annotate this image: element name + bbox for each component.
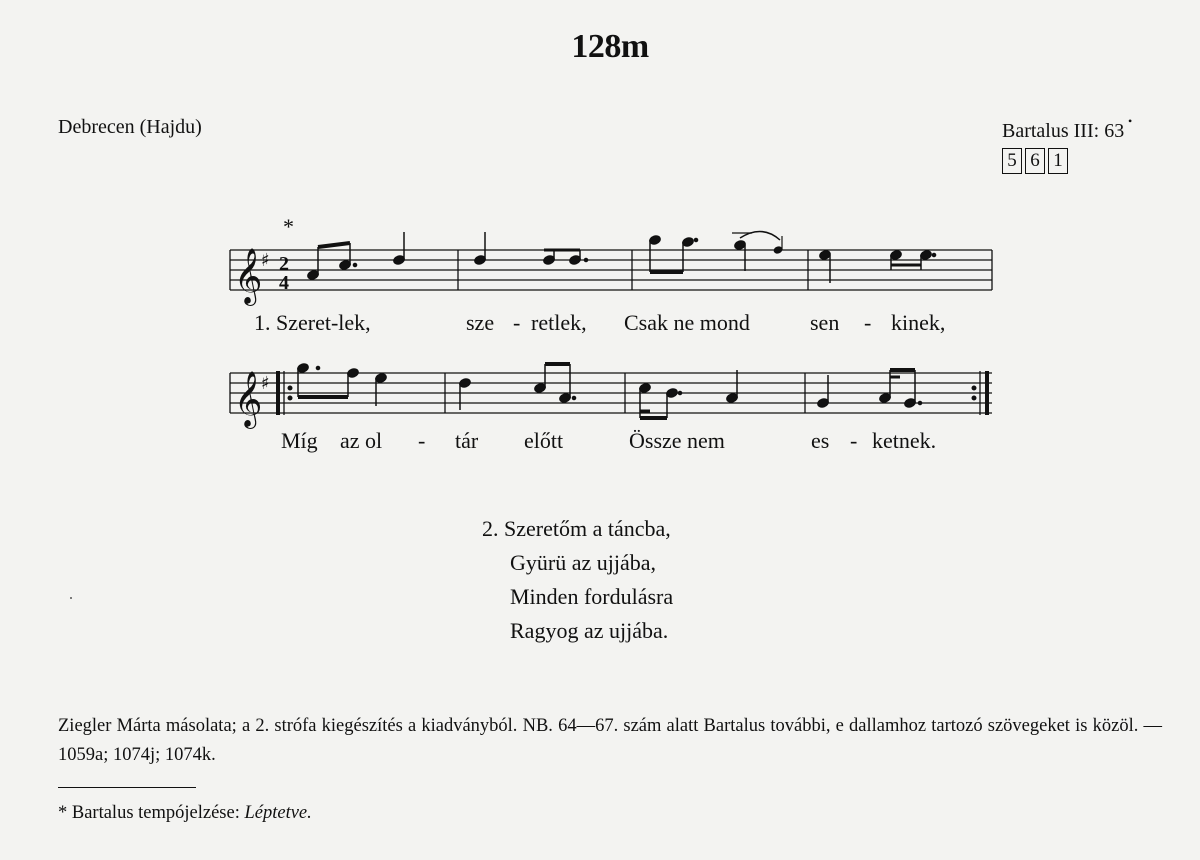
lyric-syllable: - xyxy=(513,310,521,335)
lyric-syllable: - xyxy=(864,310,872,335)
verse-line: Minden fordulásra xyxy=(510,584,674,609)
lyric-syllable: tár xyxy=(455,428,479,453)
lyric-syllable: az ol xyxy=(340,428,383,453)
lyric-syllable: es xyxy=(811,428,830,453)
editorial-note: Ziegler Márta másolata; a 2. strófa kiegészítés a kiadványból. NB. 64—67. szám alatt Bartalus további, e dallamhoz tartozó szövegeket is közöl. — 1059a; 1074j; 1074k. xyxy=(58,716,1162,765)
footnote-marker: * xyxy=(58,803,68,823)
lyric-syllable: retlek, xyxy=(531,310,587,335)
place-label: Debrecen (Hajdu) xyxy=(58,116,202,138)
note-group xyxy=(638,370,738,418)
lyric-syllable: sen xyxy=(810,310,840,335)
scan-speck xyxy=(70,597,72,599)
lyric-syllable: Össze nem xyxy=(629,428,725,453)
lyric-syllable: - xyxy=(418,428,426,453)
verse-2 xyxy=(482,512,673,648)
lyric-syllable: Míg xyxy=(281,428,318,453)
note-group xyxy=(818,249,935,283)
lyric-syllable: előtt xyxy=(524,428,564,453)
time-signature-top: 2 xyxy=(279,253,289,275)
class-box-3: 1 xyxy=(1048,148,1068,174)
footnote-divider xyxy=(58,787,196,788)
key-sharp-icon: ♯ xyxy=(261,373,270,394)
source-text: Bartalus III: 63 xyxy=(1002,120,1125,142)
treble-clef-icon: 𝄞 xyxy=(234,248,263,304)
verse-line: Gyürü az ujjába, xyxy=(510,550,656,575)
class-box-2: 6 xyxy=(1025,148,1045,174)
note-group xyxy=(648,231,782,272)
lyric-syllable: Csak ne mond xyxy=(624,310,750,335)
source-mark: • xyxy=(1127,114,1133,128)
class-box-1: 5 xyxy=(1002,148,1022,174)
key-sharp-icon: ♯ xyxy=(261,250,270,271)
lyric-syllable: - xyxy=(850,428,858,453)
tempo-footnote-marker: * xyxy=(283,214,294,239)
treble-clef-icon: 𝄞 xyxy=(234,371,263,427)
time-signature-bottom: 4 xyxy=(279,272,289,294)
staff-2 xyxy=(230,373,992,413)
page-title: 128m xyxy=(571,28,649,65)
footnote xyxy=(58,803,312,824)
verse-line: Ragyog az ujjába. xyxy=(510,618,669,643)
note-group xyxy=(296,362,387,406)
staff-1 xyxy=(230,250,992,290)
footnote-tempo-term: Léptetve. xyxy=(244,803,312,823)
verse-line: 2. Szeretőm a táncba, xyxy=(482,516,671,541)
lyric-syllable: kinek, xyxy=(891,310,946,335)
lyric-syllable: sze xyxy=(466,310,495,335)
lyric-syllable: 1. Szeret-lek, xyxy=(254,310,371,335)
lyric-syllable: ketnek. xyxy=(872,428,937,453)
footnote-text: Bartalus tempójelzése: xyxy=(71,803,240,823)
note-group xyxy=(306,232,405,281)
